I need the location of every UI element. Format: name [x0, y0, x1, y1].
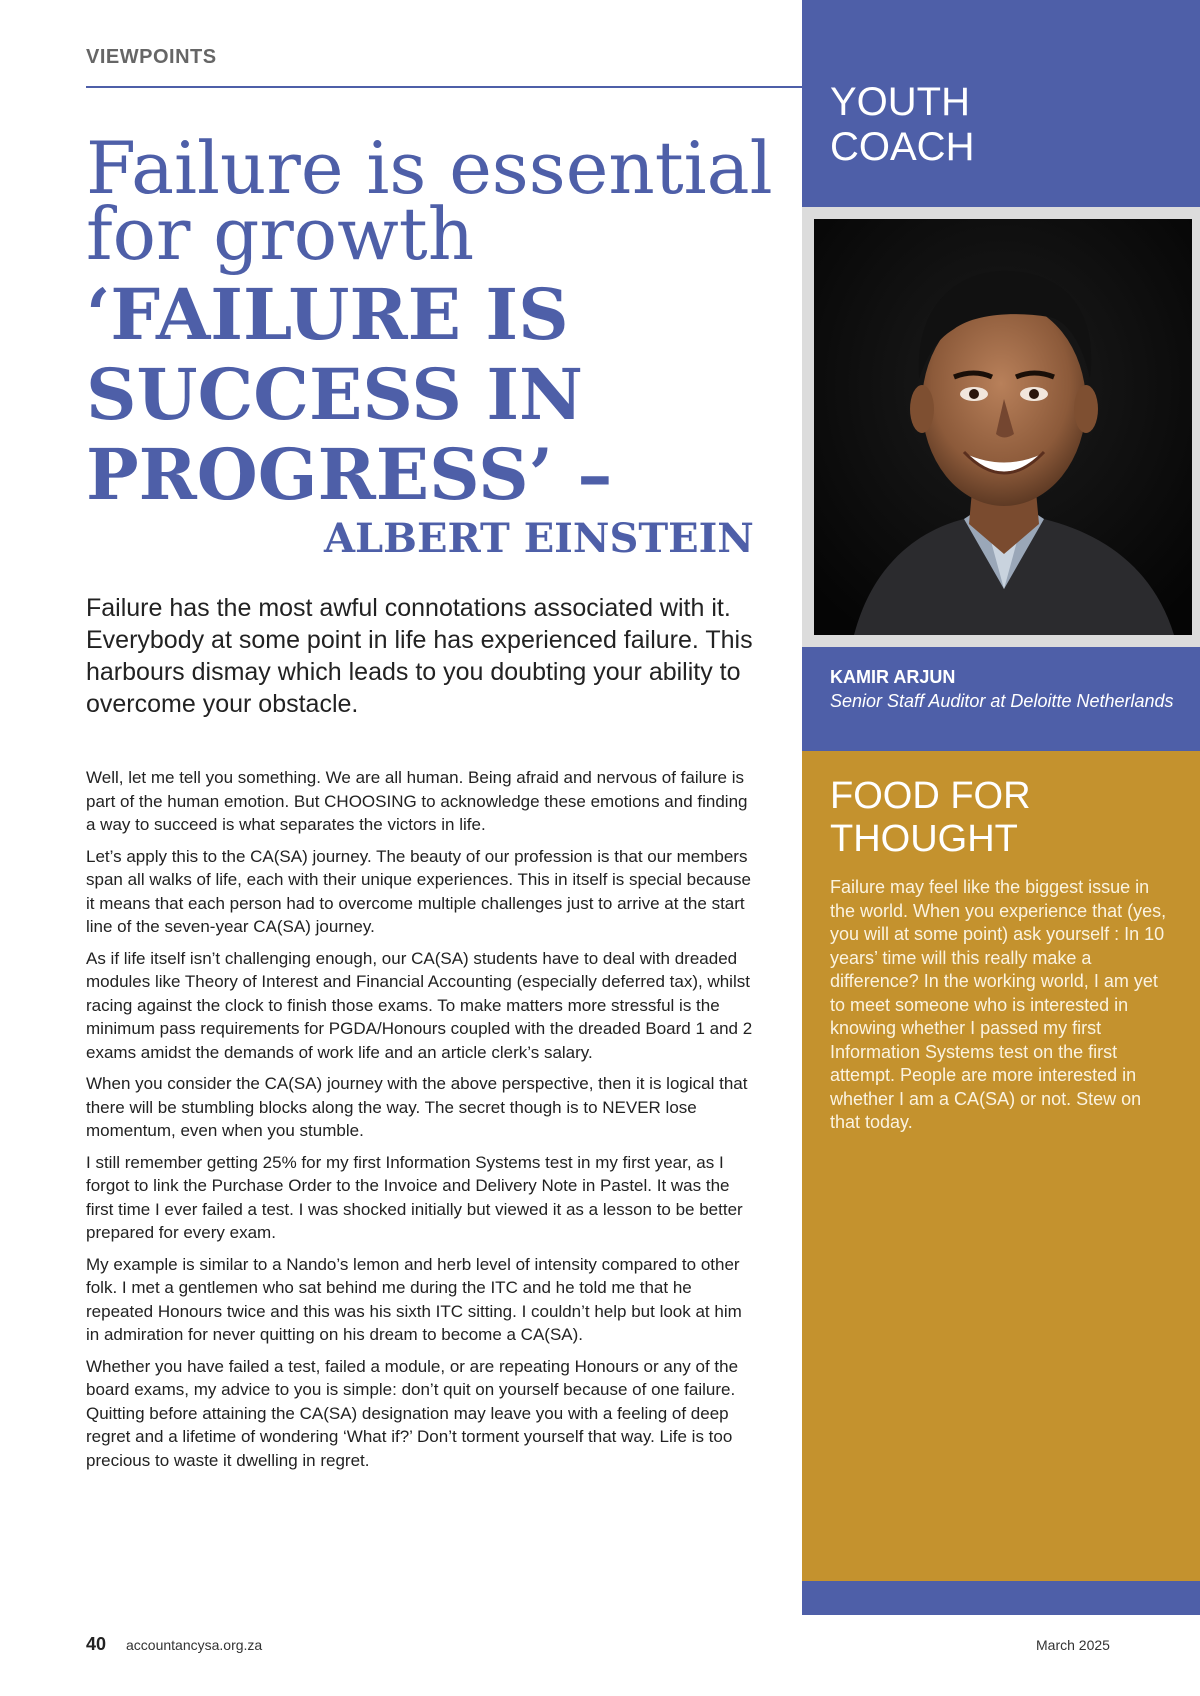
author-photo [814, 219, 1192, 635]
quote-line-2: SUCCESS IN [86, 353, 584, 436]
body-paragraph: I still remember getting 25% for my first Information Systems test in my first year, as I forgot to link the Purchase Order to the Invoice and Delivery Note in Pastel. It was the first time I ever failed a test. I was shocked initially but viewed it as a lesson to be better prepared for every exam. [86, 1152, 743, 1242]
body-paragraph: As if life itself isn’t challenging enough, our CA(SA) students have to deal with dreaded modules like Theory of Interest and Financial Accounting (especially deferred tax), whilst racing against the clock to finish those exams. To make matters more stressful is the minimum pass requirements for PGDA/Honours coupled with the dreaded Board 1 and 2 exams amidst the demands of work life and an article clerk’s salary. [86, 948, 753, 1062]
quote-line-3: PROGRESS’ – [86, 433, 613, 516]
author-photo-frame [802, 207, 1200, 647]
headline [86, 126, 786, 563]
article-body [86, 766, 758, 1480]
body-paragraph: Well, let me tell you something. We are all human. Being afraid and nervous of failure is part of the human emotion. But CHOOSING to acknowledge these emotions and finding a way to succeed is what separates the victors in life. [86, 768, 748, 834]
food-for-thought-panel [802, 751, 1200, 1581]
food-for-thought-text: Failure may feel like the biggest issue in the world. When you experience that (yes, you will at some point) ask yourself : In 10 years’ time will this really make a difference? In the working world, I am yet to meet someone who is interested in knowing whether I passed my first Information Systems test on the first attempt. People are more interested in whether I am a CA(SA) or not. Stew on that today. [830, 877, 1167, 1132]
youth-coach-title [830, 80, 974, 170]
food-title-line-1: FOOD FOR [830, 775, 1031, 817]
author-role: Senior Staff Auditor at Deloitte Netherlands [830, 691, 1174, 711]
body-paragraph: When you consider the CA(SA) journey with the above perspective, then it is logical that there will be stumbling blocks along the way. The secret though is to NEVER lose momentum, even when you stumble. [86, 1074, 748, 1140]
headline-line-2: for growth [86, 192, 475, 276]
youth-coach-panel [802, 0, 1200, 207]
author-name: KAMIR ARJUN [830, 667, 956, 687]
youth-title-line-2: COACH [830, 125, 975, 169]
footer-date: March 2025 [1036, 1637, 1110, 1653]
body-paragraph: Let’s apply this to the CA(SA) journey. The beauty of our profession is that our members span all walks of life, each with their unique experiences. This in itself is special because it means that each person had to overcome multiple challenges just to arrive at the start line of the seven-year CA(SA) journey. [86, 846, 751, 936]
food-for-thought-title [830, 775, 1031, 861]
headline-line-1: Failure is essential [86, 126, 773, 210]
youth-title-line-1: YOUTH [830, 80, 970, 124]
page-number: 40 [86, 1634, 107, 1654]
header-rule [86, 86, 802, 88]
sidebar [802, 0, 1200, 1615]
quote-line-1: ‘FAILURE IS [86, 273, 569, 356]
body-paragraph: Whether you have failed a test, failed a module, or are repeating Honours or any of the board exams, my advice to you is simple: don’t quit on yourself because of one failure. Quitting before attaining the CA(SA) designation may leave you with a feeling of deep regret and a lifetime of wondering ‘What if?’ Don’t torment yourself that way. Life is too precious to waste it dwelling in regret. [86, 1356, 739, 1470]
sidebar-bottom-bar [802, 1581, 1200, 1615]
food-title-line-2: THOUGHT [830, 818, 1018, 860]
author-bio-panel [802, 647, 1200, 751]
headline-quote [86, 275, 786, 515]
intro-paragraph: Failure has the most awful connotations associated with it. Everybody at some point in life has experienced failure. This harbours dismay which leads to you doubting your ability to overcome your obstacle. [86, 594, 753, 718]
footer-website: accountancysa.org.za [126, 1637, 263, 1653]
quote-attribution: ALBERT EINSTEIN [324, 515, 754, 562]
body-paragraph: My example is similar to a Nando’s lemon and herb level of intensity compared to other folk. I met a gentlemen who sat behind me during the ITC and he told me that he repeated Honours twice and this was his sixth ITC sitting. I couldn’t help but look at him in admiration for never quitting on his dream to become a CA(SA). [86, 1254, 742, 1344]
section-label: VIEWPOINTS [86, 46, 217, 68]
